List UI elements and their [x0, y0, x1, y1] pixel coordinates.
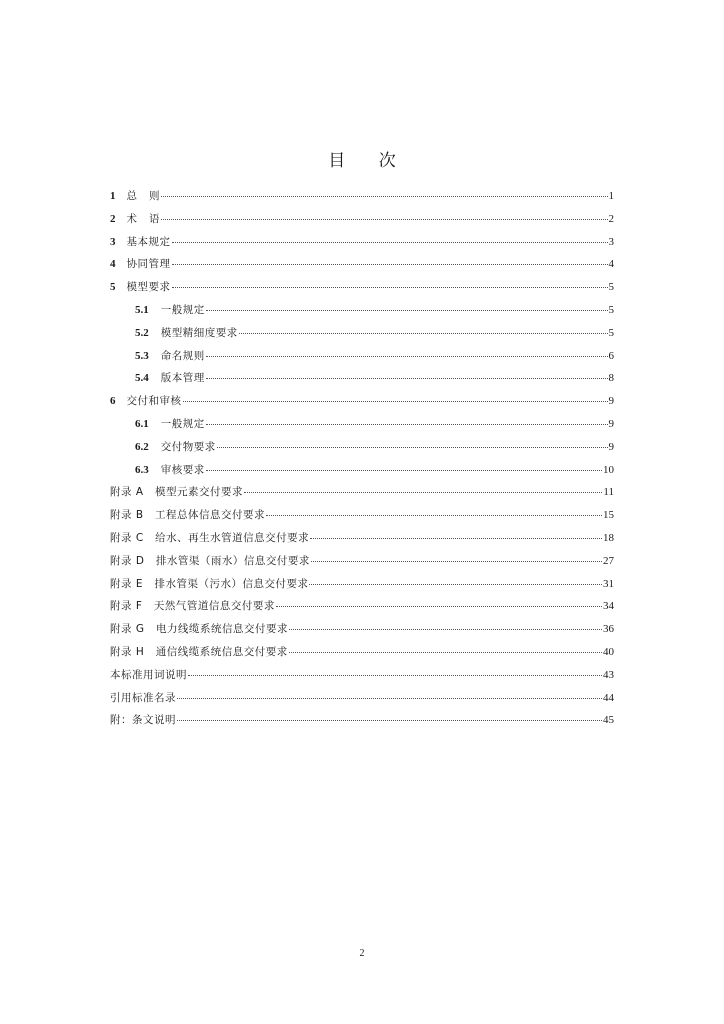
toc-dot-leader	[289, 620, 602, 632]
toc-entry-page: 10	[603, 463, 614, 476]
toc-entry-page: 6	[608, 349, 614, 362]
toc-entry-label: 附录 E 排水管渠（污水）信息交付要求	[110, 577, 309, 590]
toc-entry-number: 5.1	[135, 303, 149, 316]
toc-entry-number: 1	[110, 190, 116, 202]
toc-entry-page: 1	[608, 190, 614, 202]
toc-entry[interactable]	[110, 483, 614, 506]
toc-dot-leader	[177, 711, 602, 723]
toc-entry-number: 6.1	[135, 417, 149, 430]
toc-entry-label: 交付和审核	[126, 395, 182, 408]
toc-entry-label: 版本管理	[160, 372, 205, 385]
toc-entry[interactable]	[110, 711, 614, 734]
toc-entry[interactable]	[110, 255, 614, 278]
toc-entry-label: 命名规则	[160, 349, 205, 362]
toc-entry[interactable]	[110, 620, 614, 643]
toc-entry[interactable]	[110, 438, 614, 461]
toc-entry-page: 8	[608, 372, 614, 385]
toc-dot-leader	[161, 187, 607, 199]
table-of-contents	[110, 187, 614, 734]
toc-entry[interactable]	[110, 301, 614, 324]
toc-entry[interactable]	[110, 392, 614, 415]
toc-entry-label: 附录 C 给水、再生水管道信息交付要求	[110, 531, 310, 544]
toc-dot-leader	[161, 210, 607, 222]
toc-dot-leader	[239, 324, 608, 336]
toc-entry[interactable]	[110, 506, 614, 529]
toc-entry[interactable]	[110, 461, 614, 484]
toc-entry[interactable]	[110, 278, 614, 301]
toc-entry-label: 模型精细度要求	[160, 326, 238, 339]
toc-entry-label: 基本规定	[126, 235, 171, 248]
toc-entry-label: 模型要求	[126, 281, 171, 294]
toc-entry-label: 附录 A 模型元素交付要求	[110, 486, 244, 499]
toc-entry-label: 附录 H 通信线缆系统信息交付要求	[110, 645, 288, 658]
toc-dot-leader	[266, 506, 602, 518]
toc-entry-page: 31	[603, 577, 614, 590]
toc-dot-leader	[244, 483, 602, 495]
toc-entry-page: 11	[603, 486, 614, 499]
toc-entry-number: 5	[110, 281, 116, 294]
toc-entry-page: 5	[608, 281, 614, 294]
toc-entry[interactable]	[110, 233, 614, 256]
toc-dot-leader	[276, 597, 602, 609]
toc-entry[interactable]	[110, 415, 614, 438]
toc-entry-page: 4	[608, 258, 614, 271]
toc-dot-leader	[206, 301, 608, 313]
toc-dot-leader	[172, 255, 608, 267]
toc-entry-page: 9	[608, 440, 614, 453]
toc-dot-leader	[172, 278, 608, 290]
toc-entry-label: 术 语	[126, 212, 161, 225]
toc-entry-page: 45	[603, 714, 614, 727]
toc-entry-number: 3	[110, 235, 116, 248]
toc-dot-leader	[177, 689, 602, 701]
toc-entry-page: 27	[603, 554, 614, 567]
toc-dot-leader	[310, 529, 602, 541]
toc-entry-page: 2	[608, 212, 614, 225]
toc-entry[interactable]	[110, 597, 614, 620]
toc-entry[interactable]	[110, 552, 614, 575]
toc-entry[interactable]	[110, 369, 614, 392]
toc-entry-page: 3	[608, 235, 614, 248]
toc-entry-page: 5	[608, 303, 614, 316]
toc-entry-label: 一般规定	[160, 303, 205, 316]
toc-entry-page: 43	[603, 668, 614, 681]
toc-dot-leader	[289, 643, 602, 655]
toc-entry-page: 15	[603, 509, 614, 522]
toc-entry[interactable]	[110, 210, 614, 233]
toc-entry-label: 附录 F 天然气管道信息交付要求	[110, 600, 275, 613]
toc-entry-number: 6	[110, 395, 116, 408]
toc-title: 目 次	[328, 151, 410, 171]
toc-entry-page: 5	[608, 326, 614, 339]
toc-entry-label: 附录 B 工程总体信息交付要求	[110, 509, 266, 522]
toc-dot-leader	[309, 575, 602, 587]
toc-entry-label: 附：条文说明	[110, 714, 176, 727]
toc-entry-number: 6.2	[135, 440, 149, 453]
toc-entry[interactable]	[110, 643, 614, 666]
toc-entry-number: 5.3	[135, 349, 149, 362]
toc-entry-page: 18	[603, 531, 614, 544]
toc-dot-leader	[206, 415, 608, 427]
toc-entry-label: 引用标准名录	[110, 691, 176, 704]
toc-entry[interactable]	[110, 347, 614, 370]
toc-entry-number: 4	[110, 258, 116, 271]
toc-entry-label: 一般规定	[160, 417, 205, 430]
page-number: 2	[359, 948, 365, 959]
toc-entry-label: 交付物要求	[160, 440, 216, 453]
toc-entry-number: 2	[110, 212, 116, 225]
toc-entry-page: 34	[603, 600, 614, 613]
toc-entry[interactable]	[110, 575, 614, 598]
toc-dot-leader	[172, 233, 608, 245]
toc-dot-leader	[206, 347, 608, 359]
toc-dot-leader	[206, 369, 608, 381]
toc-entry-page: 40	[603, 645, 614, 658]
toc-entry-label: 附录 G 电力线缆系统信息交付要求	[110, 623, 288, 636]
toc-entry-number: 5.2	[135, 326, 149, 339]
toc-entry-page: 9	[608, 395, 614, 408]
toc-entry-number: 5.4	[135, 372, 149, 385]
toc-entry-label: 审核要求	[160, 463, 205, 476]
toc-entry[interactable]	[110, 689, 614, 712]
toc-entry[interactable]	[110, 324, 614, 347]
toc-entry-label: 附录 D 排水管渠（雨水）信息交付要求	[110, 554, 310, 567]
toc-entry[interactable]	[110, 187, 614, 210]
toc-entry-page: 9	[608, 417, 614, 430]
toc-dot-leader	[206, 461, 602, 473]
toc-entry-label: 本标准用词说明	[110, 668, 187, 681]
toc-entry-label: 总 则	[126, 190, 161, 202]
toc-entry-label: 协同管理	[126, 258, 171, 271]
toc-entry-number: 6.3	[135, 463, 149, 476]
toc-dot-leader	[217, 438, 608, 450]
toc-dot-leader	[183, 392, 608, 404]
toc-entry[interactable]	[110, 666, 614, 689]
toc-entry[interactable]	[110, 529, 614, 552]
toc-entry-page: 36	[603, 623, 614, 636]
toc-entry-page: 44	[603, 691, 614, 704]
toc-dot-leader	[311, 552, 602, 564]
toc-dot-leader	[188, 666, 602, 678]
